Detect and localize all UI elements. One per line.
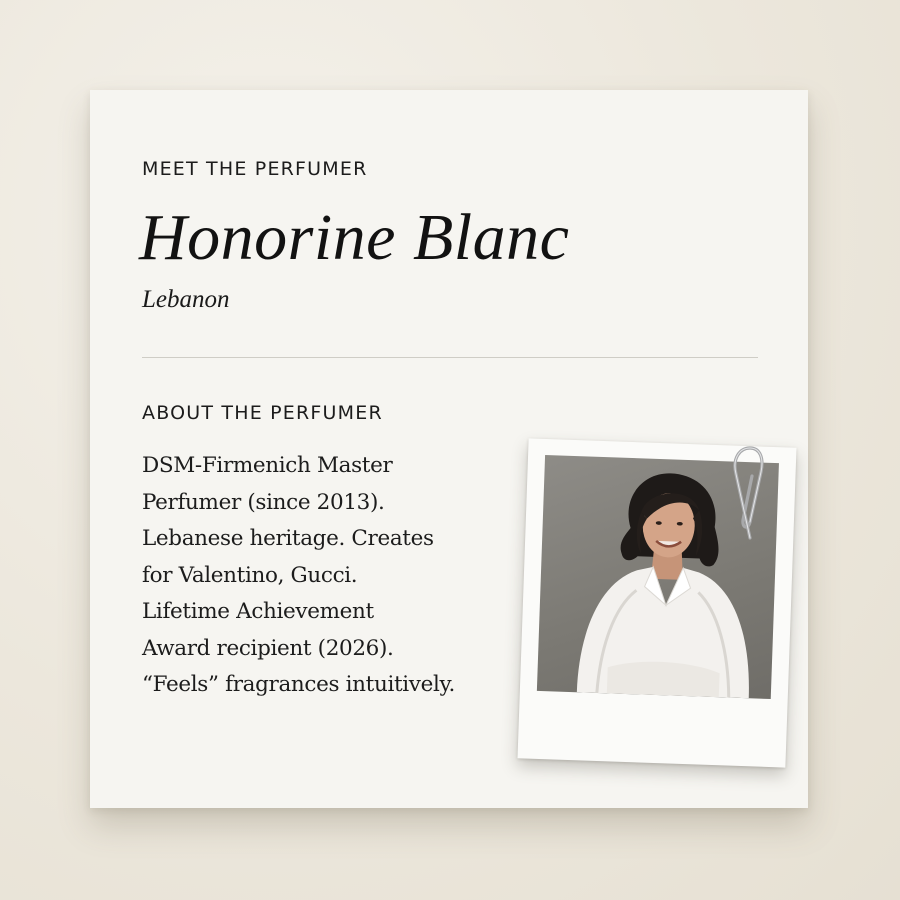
bio-line: DSM-Firmenich Master (142, 453, 393, 478)
paperclip-icon (728, 440, 768, 544)
perfumer-origin: Lebanon (142, 286, 230, 313)
perfumer-name: Honorine Blanc (139, 201, 570, 274)
bio-line: “Feels” fragrances intuitively. (142, 672, 455, 697)
bio-line: Lebanese heritage. Creates (142, 526, 434, 551)
about-eyebrow: ABOUT THE PERFUMER (142, 402, 383, 424)
bio-line: Perfumer (since 2013). (142, 489, 385, 515)
meet-eyebrow: MEET THE PERFUMER (142, 158, 368, 180)
perfumer-bio (142, 448, 522, 704)
section-divider (142, 357, 758, 358)
bio-line: Lifetime Achievement (142, 599, 374, 624)
bio-line: for Valentino, Gucci. (142, 562, 358, 588)
bio-line: Award recipient (2026). (142, 635, 394, 661)
